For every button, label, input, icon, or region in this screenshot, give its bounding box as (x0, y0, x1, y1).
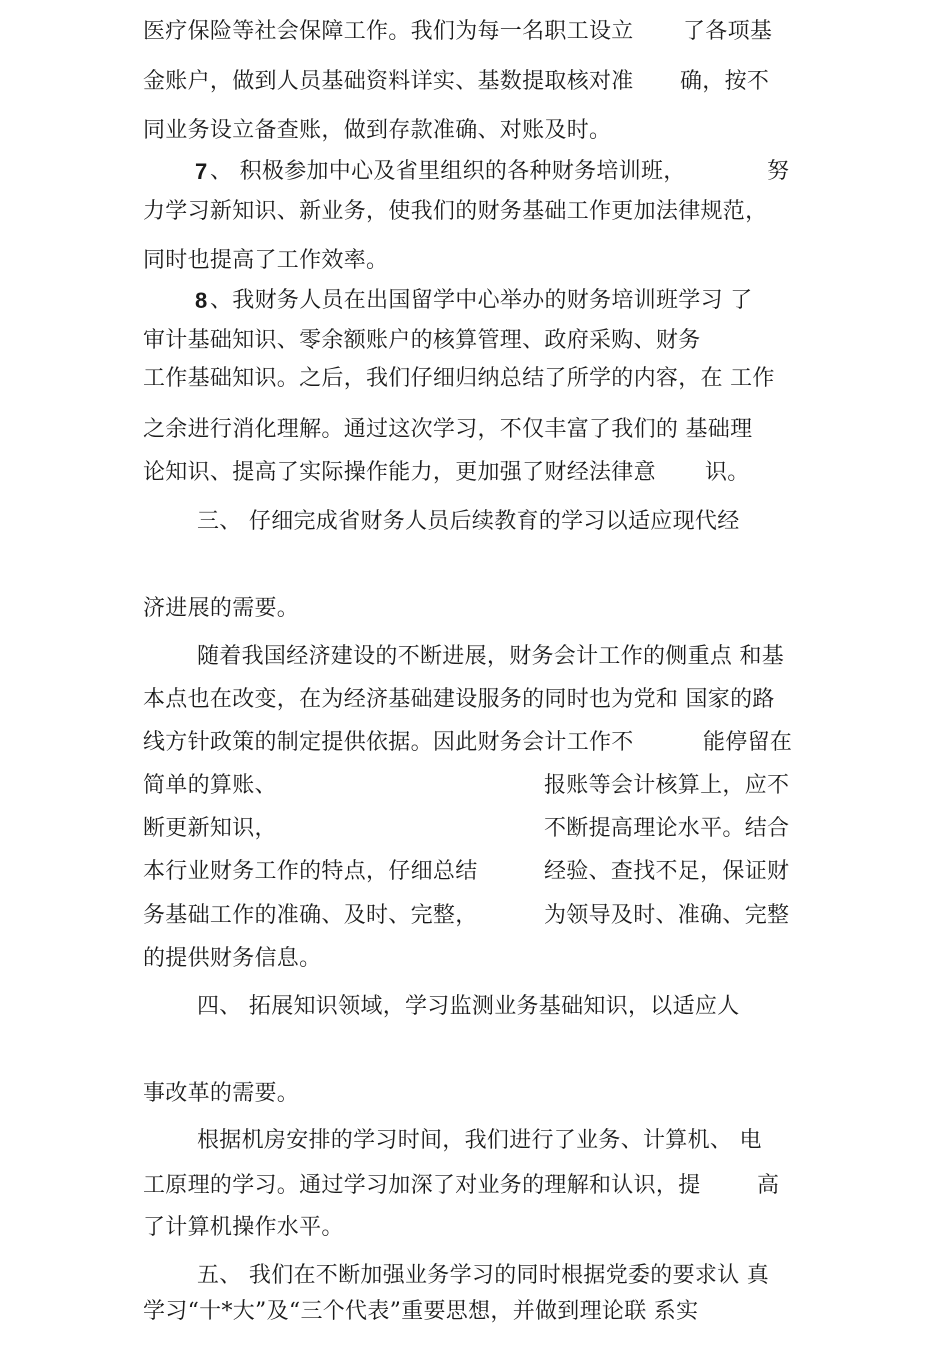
text-line: 本行业财务工作的特点，仔细总结 (143, 859, 478, 884)
text-line: 报账等会计核算上，应不 (544, 773, 790, 798)
text-line: 高 (757, 1173, 780, 1198)
text-line: 努 (767, 159, 790, 184)
section-heading: 三、 仔细完成省财务人员后续教育的学习以适应现代经 (197, 509, 740, 534)
text-line: 、我财务人员在出国留学中心举办的财务培训班学习 了 (210, 288, 753, 313)
text-line: 本点也在改变，在为经济基础建设服务的同时也为党和 国家的路 (143, 687, 775, 712)
list-number: 7 (195, 159, 208, 184)
text-line: 同业务设立备查账，做到存款准确、对账及时。 (143, 118, 612, 143)
text-line: 医疗保险等社会保障工作。我们为每一名职工设立 (143, 19, 634, 44)
text-line: 断更新知识， (143, 816, 277, 841)
text-line: 识。 (705, 460, 750, 485)
section-heading: 五、 我们在不断加强业务学习的同时根据党委的要求认 真 (197, 1263, 770, 1288)
text-line: 了各项基 (683, 19, 773, 44)
text-line: 工作基础知识。之后，我们仔细归纳总结了所学的内容，在 工作 (143, 366, 775, 391)
text-line: 简单的算账、 (143, 773, 277, 798)
text-line: 了计算机操作水平。 (143, 1215, 344, 1240)
list-number: 8 (195, 288, 208, 313)
text-line: 不断提高理论水平。结合 (544, 816, 790, 841)
text-line: 根据机房安排的学习时间，我们进行了业务、计算机、 电 (197, 1128, 762, 1153)
text-line: 线方针政策的制定提供依据。因此财务会计工作不 (143, 730, 634, 755)
text-line: 论知识、提高了实际操作能力，更加强了财经法律意 (143, 460, 656, 485)
text-line: 学习“十*大”及“三个代表”重要思想，并做到理论联 系实 (143, 1299, 699, 1324)
text-line: 力学习新知识、新业务，使我们的财务基础工作更加法律规范， (143, 199, 768, 224)
text-line: 随着我国经济建设的不断进展，财务会计工作的侧重点 和基 (197, 644, 785, 669)
text-line: 金账户，做到人员基础资料详实、基数提取核对准 (143, 69, 634, 94)
text-line: 的提供财务信息。 (143, 946, 322, 971)
section-heading-continuation: 事改革的需要。 (143, 1081, 300, 1106)
text-line: 审计基础知识、零余额账户的核算管理、政府采购、财务 (143, 328, 701, 353)
text-line: 工原理的学习。通过学习加深了对业务的理解和认识，提 (143, 1173, 701, 1198)
text-line: 能停留在 (703, 730, 793, 755)
text-line: 之余进行消化理解。通过这次学习，不仅丰富了我们的 基础理 (143, 417, 753, 442)
text-line: 务基础工作的准确、及时、完整， (143, 903, 478, 928)
section-heading-continuation: 济进展的需要。 (143, 596, 300, 621)
text-line: 为领导及时、准确、完整 (544, 903, 790, 928)
text-line: 确，按不 (680, 69, 770, 94)
text-line: 、 积极参加中心及省里组织的各种财务培训班， (210, 159, 686, 184)
text-line: 经验、查找不足，保证财 (544, 859, 790, 884)
section-heading: 四、 拓展知识领域，学习监测业务基础知识，以适应人 (197, 994, 740, 1019)
text-line: 同时也提高了工作效率。 (143, 248, 389, 273)
